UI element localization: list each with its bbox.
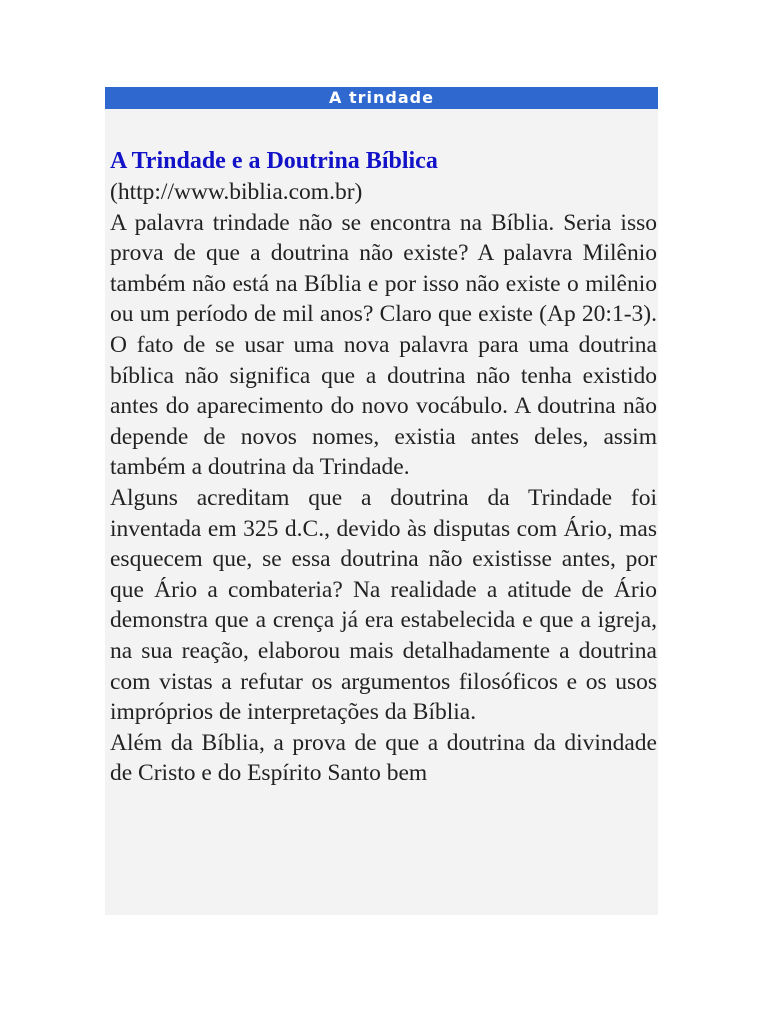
paragraph: A palavra trindade não se encontra na Bíblia. Seria isso prova de que a doutrina não existe? A palavra Milênio também não está na Bíblia e por isso não existe o milênio ou um período de mil anos? Claro que existe (Ap 20:1-3). O fato de se usar uma nova palavra para uma doutrina bíblica não significa que a doutrina não tenha existido antes do aparecimento do novo vocábulo. A doutrina não depende de novos nomes, existia antes deles, assim também a doutrina da Trindade. <box>110 209 657 481</box>
paragraph: Alguns acreditam que a doutrina da Trindade foi inventada em 325 d.C., devido às disputas com Ário, mas esquecem que, se essa doutrina não existisse antes, por que Ário a combateria? Na realidade a atitude de Ário demonstra que a crença já era estabelecida e que a igreja, na sua reação, elaborou mais detalhadamente a doutrina com vistas a refutar os argumentos filosóficos e os usos impróprios de interpretações da Bíblia. <box>110 484 657 726</box>
section-header-label: A trindade <box>329 88 434 107</box>
article-title: A Trindade e a Doutrina Bíblica <box>110 148 438 174</box>
paragraph: Além da Bíblia, a prova de que a doutrina da divindade de Cristo e do Espírito Santo bem <box>110 729 657 787</box>
article-source: (http://www.biblia.com.br) <box>110 179 363 205</box>
article-body <box>110 145 657 789</box>
section-header <box>105 87 658 109</box>
